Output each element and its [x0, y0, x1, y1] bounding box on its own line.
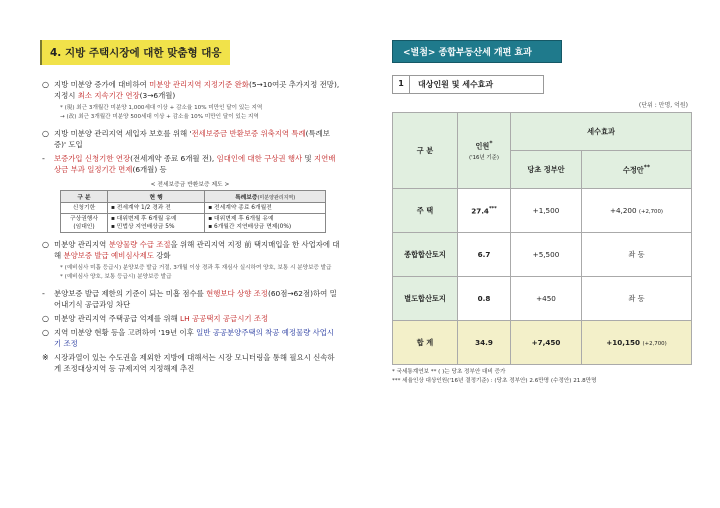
- table-row: 주 택 27.4*** +1,500 +4,200 (+2,700): [393, 189, 692, 233]
- right-column: [392, 40, 692, 386]
- bullet-3: - 보증가입 신청기한 연장(전세계약 종료 6개월 전), 임대인에 대한 구상권 행사 및 지연배상금 부과 일정기간 면제(6개월) 등: [42, 154, 336, 174]
- table-row: 구상권행사 (임대인) ▪ 대위변제 후 6개월 유예 ▪ 민법상 지연배상금 5% ▪ 대위변제 후 6개월 유예 ▪ 6개월간 지연배상금 면제(0%): [61, 214, 326, 233]
- bullet-6: ○ 미분양 관리지역 주택공급 억제를 위해 LH 공공택지 공급시기 조정: [42, 314, 269, 323]
- appendix-title: <별첨> 종합부동산세 개편 효과: [392, 40, 562, 63]
- col-inwon: 인원* ('16년 기준): [458, 113, 511, 189]
- col-gov: 당초 정부안: [511, 151, 582, 189]
- bullet-4-note-1: * (예비심사 미흡 등급시) 분양보증 발급 거절, 3개월 이상 경과 후 재심사 실시하여 양호, 보통 시 분양보증 발급: [60, 265, 332, 271]
- table-caption: < 전세보증금 반환보증 제도 >: [150, 182, 230, 188]
- col-special: 특례보증(미분양관리지역): [205, 191, 326, 203]
- bullet-1-note-2: → (改) 최근 3개월간 미분양 500세대 이상 + 감소율 10% 미만인 달이 있는 지역: [60, 114, 259, 120]
- bullet-marker: ○: [42, 240, 49, 249]
- footnote-2: *** 세율인상 대상인원('16년 결정기준) : (당초 정부안) 2.6만명 (수정안) 21.8만명: [392, 378, 597, 384]
- bullet-marker: ※: [42, 353, 49, 362]
- bullet-2: ○ 지방 미분양 관리지역 세입자 보호를 위해 '전세보증금 반환보증 위축지역 특례(특례보증)' 도입: [42, 129, 330, 149]
- bullet-marker: ○: [42, 129, 49, 138]
- bullet-7: ○ 지역 미분양 현황 등을 고려하여 '19년 이후 일반 공공분양주택의 착공 예정물량 사업시기 조정: [42, 328, 335, 348]
- bullet-marker: ○: [42, 80, 49, 89]
- bullet-1: ○ 지방 미분양 증가에 대비하여 미분양 관리지역 지정기준 완화(5→10여곳 추가지정 전망), 지정시 최소 지속기간 연장(3→6개월): [42, 80, 340, 100]
- bullet-marker: ○: [42, 328, 49, 337]
- table-row: 별도합산토지 0.8 +450 좌 동: [393, 277, 692, 321]
- table-total-row: 합 계 34.9 +7,450 +10,150 (+2,700): [393, 321, 692, 365]
- subsection-number: 1: [393, 76, 410, 93]
- deposit-guarantee-table: [60, 190, 326, 233]
- bullet-4: ○ 미분양 관리지역 분양물량 수급 조절을 위해 관리지역 지정 前 택지매입을 한 사업자에 대해 분양보증 발급 예비심사제도 강화: [42, 240, 340, 260]
- left-column: [40, 40, 340, 377]
- table-row: 종합합산토지 6.7 +5,500 좌 동: [393, 233, 692, 277]
- bullet-marker: -: [42, 154, 45, 163]
- col-current: 현 행: [108, 191, 205, 203]
- bullet-5: - 분양보증 발급 제한의 기준이 되는 미흡 점수를 현행보다 상향 조정(60점→62점)하여 밀어내기식 공급과잉 차단: [42, 289, 337, 309]
- table-header-row: [393, 113, 692, 151]
- bullet-marker: ○: [42, 314, 49, 323]
- footnote-1: * 국세통계연보 ** ( )는 당초 정부안 대비 증가: [392, 369, 506, 375]
- bullet-1-note-1: * (現) 최근 3개월간 미분양 1,000세대 이상 + 감소율 10% 미만인 달이 있는 지역: [60, 105, 263, 111]
- section-title: 4. 지방 주택시장에 대한 맞춤형 대응: [40, 40, 230, 65]
- tax-effect-table: [392, 112, 692, 365]
- col-gubun: 구 분: [61, 191, 108, 203]
- subsection-header: [392, 75, 544, 94]
- col-sesu: 세수효과: [511, 113, 692, 151]
- bullet-8: ※ 시장과열이 있는 수도권을 제외한 지방에 대해서는 시장 모니터링을 통해 필요시 신속하게 조정대상지역 등 규제지역 지정해제 추진: [42, 353, 335, 373]
- table-header-row: [61, 191, 326, 203]
- table-row: 신청기한 ▪ 전세계약 1/2 경과 전 ▪ 전세계약 종료 6개월전: [61, 203, 326, 214]
- unit-label: (단위 : 만명, 억원): [638, 102, 688, 109]
- subsection-title: 대상인원 및 세수효과: [418, 80, 494, 89]
- col-gubun: 구 분: [393, 113, 458, 189]
- bullet-marker: -: [42, 289, 45, 298]
- col-rev: 수정안**: [581, 151, 691, 189]
- bullet-4-note-2: * (예비심사 양호, 보통 등급시) 분양보증 발급: [60, 274, 172, 280]
